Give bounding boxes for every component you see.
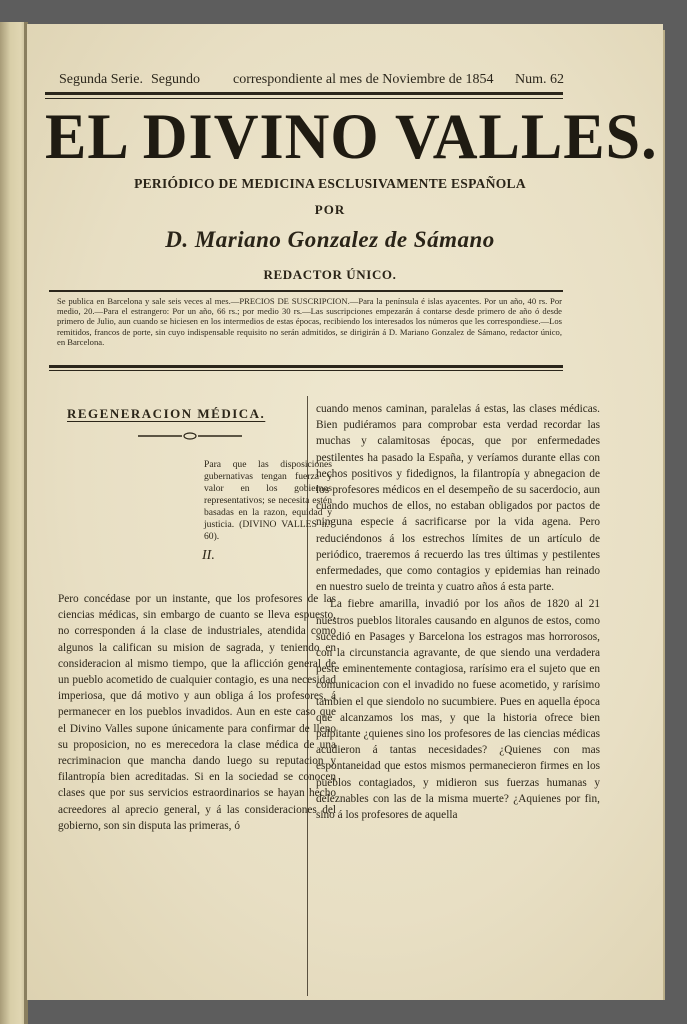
masthead-title: EL DIVINO VALLES. <box>45 101 658 173</box>
masthead-subtitle: PERIÓDICO DE MEDICINA ESCLUSIVAMENTE ESPAÑOLA <box>134 176 526 191</box>
issue-date: correspondiente al mes de Noviembre de 1854 <box>233 72 494 87</box>
serie-label: Segunda Serie. <box>59 72 143 87</box>
section-number: II. <box>202 548 215 563</box>
right-column <box>316 401 600 823</box>
subscription-notice: Se publica en Barcelona y sale seis veces al mes.—PRECIOS DE SUSCRIPCION.—Para la península é islas ayacentes. Por un año, 40 rs. Por medio, 20.—Para el estrangero: Por un año, 66 rs.; por medio 30 rs.—Las suscripciones empezarán á contarse desde primero de año ó desde primero de Julio, aun cuando se hiciesen en los intermedios de estas épocas, recibiendo los interesados los números que les correspondiese.—Los remitidos, francos de porte, sin cuyo indispensable requisito no serán admitidos, se dirigirán á D. Mariano Gonzalez de Sámano, redactor único, en Barcelona. <box>57 296 562 347</box>
semestre-label: Segundo <box>151 72 200 87</box>
masthead-por: POR <box>314 202 346 217</box>
article-title: REGENERACION MÉDICA. <box>67 406 266 421</box>
ornament-divider <box>138 430 242 442</box>
newspaper-page <box>27 24 663 1000</box>
epigraph: Para que las disposiciones gubernativas tengan fuerza y valor en los gobiernos representativos; se necesita estén basadas en la razon, equidad y justicia. (DIVINO VALLES n.º 60). <box>204 459 332 542</box>
masthead-author: D. Mariano Gonzalez de Sámano <box>165 227 495 252</box>
right-column-text-1: cuando menos caminan, paralelas á estas, las clases médicas. Bien pudiéramos para comprobar esta verdad recordar las muchas y calamitosas épocas, que por enfermedades pestilentes ha pasado la España, y veríamos durante ellas con hechos positivos y fidedignos, la filantropía y abnegacion de los profesores médicos en el desempeño de su sacerdocio, aun cuando muchos de ellos, no estaban obligados por pactos de ninguna especie á sacrificarse por la vida agena. Pero reduciéndonos á los estrechos límites de un artículo de periódico, traeremos á recuerdo las tres últimas y pestilentes enfermedades, que como contagios y epidemias han reinado en nuestro suelo de treinta y cuatro años á esta parte. <box>316 403 600 594</box>
masthead-role: REDACTOR ÚNICO. <box>263 267 397 282</box>
right-column-text-2: La fiebre amarilla, invadió por los años de 1820 al 21 nuestros pueblos litorales causando en algunos de estos, como sucedió en Pasages y Barcelona los estragos mas horrorosos, con la circunstancia agravante, de que siendo una verdadera peste eminentemente contagiosa, rarísimo era el sujeto que en comunicacion con el invadido no fuese acometido, y rarísimo tambien el que siendolo no sucumbiere. Pues en aquella época que alcanzamos los mas, y que la historia ofrece bien palpitante ¿quienes sino los profesores de las ciencias médicas acudieron á tantas necesidades? ¿Quienes con mas espontaneidad que estos mismos permanecieron firmes en los pueblos contagiados, y midieron sus fuerzas humanas y deleznables con las de la misma muerte? ¿Aquienes por fin, sino á los profesores de aquella <box>316 598 600 822</box>
previous-page-edge <box>0 22 26 1024</box>
issue-number: Num. 62 <box>515 72 564 87</box>
left-column-text: Pero concédase por un instante, que los profesores de las ciencias médicas, sin embargo de cuanto se lleva espuesto, no corresponden á la clase de industriales, atendida como algunos la califican su mision de sagrada, y teniendo en consideracion al mismo tiempo, que la aflicción general de un pueblo acometido de cualquier contagio, es una necesidad imperiosa, que dá motivo y aun obliga á los profesores, á permanecer en los pueblos invadidos. Aun en este caso que el Divino Valles supone únicamente para confirmar de lleno su proposicion, no es merecedora la clase médica de una recriminacion que mancha dando luego su reputacion y filantropía bien acreditadas. Si en la sociedad se conocen clases que por sus servicios estraordinarios se hayan hecho acreedores al aprecio general, y á las consideraciones del gobierno, son sin disputa las primeras, ó <box>58 593 336 832</box>
